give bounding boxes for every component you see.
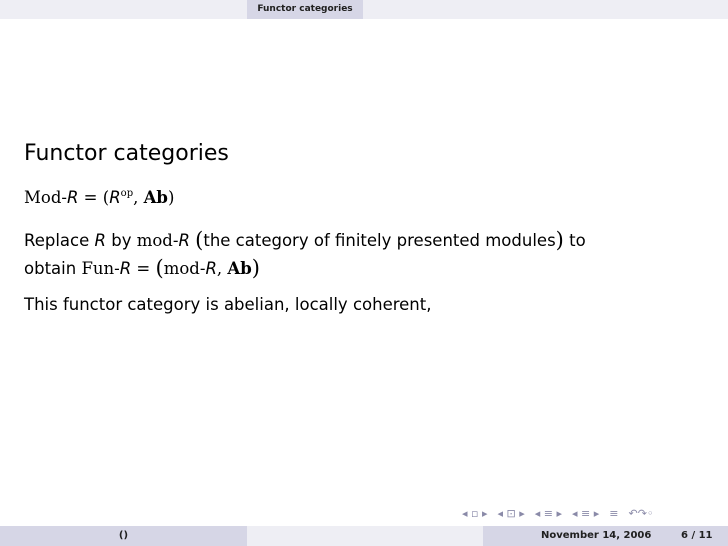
op-superscript: op: [120, 188, 134, 199]
beamer-navigation: [462, 506, 653, 522]
equals-text: = (: [78, 188, 110, 207]
text: the category of finitely presented modules: [203, 231, 556, 250]
comma: ,: [133, 188, 144, 207]
text: obtain: [24, 259, 82, 278]
nav-back-forward-search-icon[interactable]: ↶↷◦: [628, 507, 654, 520]
open-paren: (: [155, 256, 164, 280]
ab-symbol: Ab: [227, 259, 252, 278]
fun-text: Fun-: [81, 259, 120, 278]
line-mod-r: [24, 188, 174, 207]
nav-toc-icon[interactable]: ≡: [609, 507, 619, 520]
text: Replace: [24, 231, 95, 250]
close-paren: ): [555, 228, 564, 252]
equals-text: =: [131, 259, 156, 278]
nav-document-icon[interactable]: ◂ ≡ ▸: [572, 507, 600, 520]
header-bar: [0, 0, 728, 19]
footer-author: (): [118, 530, 129, 541]
footer-date: November 14, 2006: [541, 530, 652, 541]
text: by: [105, 231, 137, 250]
line-abelian: This functor category is abelian, locally coherent,: [24, 295, 432, 314]
r-symbol: R: [66, 188, 79, 207]
mod-text: Mod-: [24, 188, 67, 207]
mod-text: mod-: [136, 231, 179, 250]
section-tab[interactable]: Functor categories: [247, 0, 363, 19]
frame-title: Functor categories: [24, 141, 229, 166]
nav-frame-icon[interactable]: ◂ ▫ ▸: [462, 507, 488, 520]
r-symbol: R: [178, 231, 190, 250]
close-paren: ): [167, 188, 175, 207]
r-symbol: R: [119, 259, 132, 278]
r-symbol: R: [109, 188, 121, 207]
nav-section-icon[interactable]: ◂ ≡ ▸: [534, 507, 563, 520]
text: to: [563, 231, 586, 250]
comma: ,: [216, 259, 228, 278]
nav-subsection-icon[interactable]: ◂ ⊡ ▸: [497, 507, 525, 520]
line-obtain: [24, 256, 260, 280]
mod-text: mod-: [163, 259, 206, 278]
line-replace: [24, 228, 586, 252]
close-paren: ): [251, 256, 260, 280]
r-symbol: R: [94, 231, 106, 250]
footer-page-number: 6 / 11: [681, 530, 713, 541]
ab-symbol: Ab: [143, 188, 168, 207]
footer-bar: [0, 526, 728, 546]
r-symbol: R: [205, 259, 217, 278]
open-paren: (: [195, 228, 204, 252]
